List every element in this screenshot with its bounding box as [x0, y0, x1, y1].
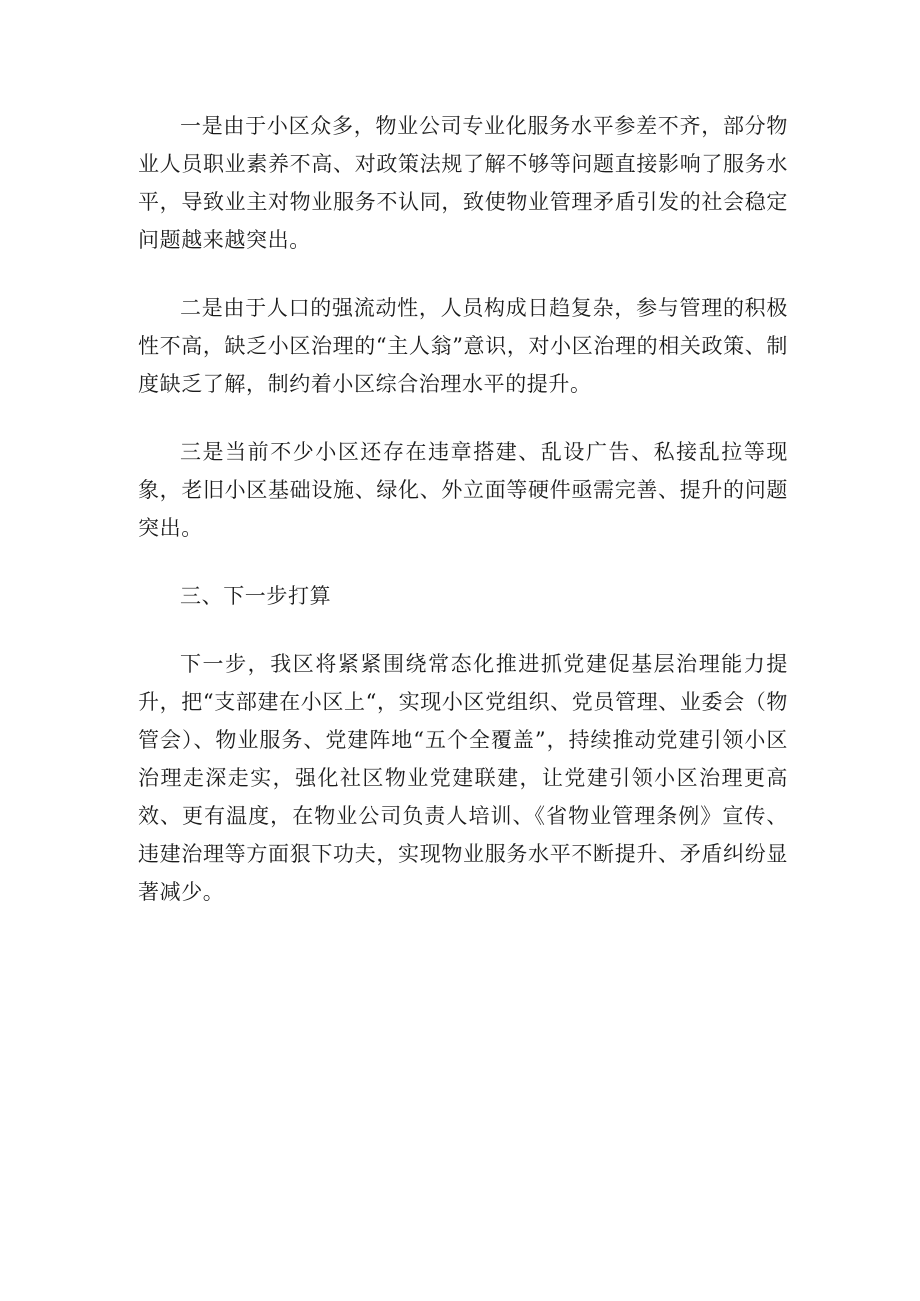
document-page — [138, 107, 788, 941]
paragraph-next-steps: 下一步，我区将紧紧围绕常态化推进抓党建促基层治理能力提升，把“支部建在小区上“，实现小区党组织、党员管理、业委会（物管会）、物业服务、党建阵地“五个全覆盖”，持续推动党建引领小区治理走深走实，强化社区物业党建联建，让党建引领小区治理更高效、更有温度，在物业公司负责人培训、《省物业管理条例》宣传、违建治理等方面狠下功夫，实现物业服务水平不断提升、矛盾纠纷显著减少。 — [138, 652, 788, 904]
section-heading-next-steps: 三、下一步打算 — [180, 584, 332, 608]
paragraph-population-mobility: 二是由于人口的强流动性，人员构成日趋复杂，参与管理的积极性不高，缺乏小区治理的“主人翁”意识，对小区治理的相关政策、制度缺乏了解，制约着小区综合治理水平的提升。 — [138, 296, 788, 396]
paragraph-illegal-construction: 三是当前不少小区还存在违章搭建、乱设广告、私接乱拉等现象，老旧小区基础设施、绿化、外立面等硬件亟需完善、提升的问题突出。 — [138, 440, 788, 540]
paragraph-property-services: 一是由于小区众多，物业公司专业化服务水平参差不齐，部分物业人员职业素养不高、对政策法规了解不够等问题直接影响了服务水平，导致业主对物业服务不认同，致使物业管理矛盾引发的社会稳定问题越来越突出。 — [138, 114, 788, 252]
